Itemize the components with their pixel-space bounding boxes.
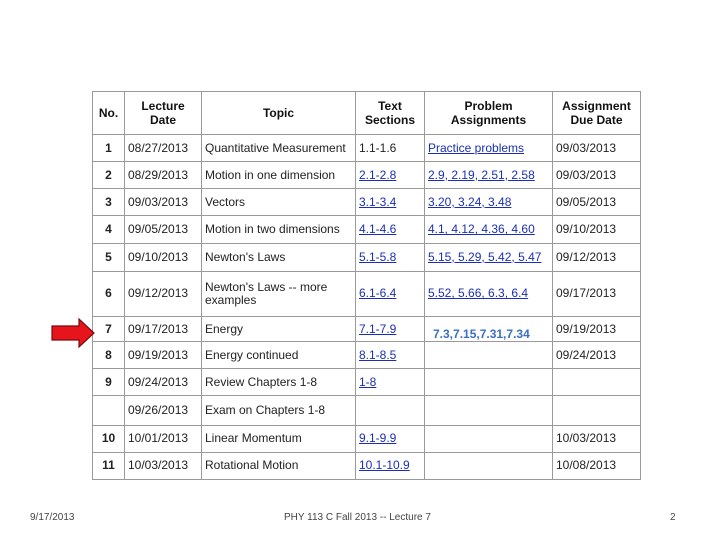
lecture-schedule-table (92, 91, 641, 480)
problem-assignments-cell (425, 342, 553, 369)
arrow-shape (52, 319, 94, 347)
topic-cell: Vectors (202, 189, 356, 216)
lecture-date-cell: 08/27/2013 (125, 135, 202, 162)
header-problem-assignments: Problem Assignments (425, 92, 553, 135)
text-sections-cell[interactable]: 8.1-8.5 (356, 342, 425, 369)
footer-page-number: 2 (670, 512, 676, 523)
lecture-date-cell: 09/03/2013 (125, 189, 202, 216)
header-topic: Topic (202, 92, 356, 135)
row-number: 9 (93, 369, 125, 396)
due-date-cell: 09/05/2013 (553, 189, 641, 216)
due-date-cell: 09/03/2013 (553, 135, 641, 162)
lecture-date-cell: 10/03/2013 (125, 452, 202, 479)
table-row (93, 369, 641, 396)
due-date-cell: 10/08/2013 (553, 452, 641, 479)
row-number: 1 (93, 135, 125, 162)
due-date-cell: 09/24/2013 (553, 342, 641, 369)
topic-cell: Energy (202, 317, 356, 342)
lecture-date-cell: 10/01/2013 (125, 425, 202, 452)
text-sections-cell: 1.1-1.6 (356, 135, 425, 162)
text-sections-cell (356, 396, 425, 425)
row-number: 7 (93, 317, 125, 342)
table-row (93, 396, 641, 425)
row-number: 6 (93, 271, 125, 316)
topic-cell: Newton's Laws -- more examples (202, 271, 356, 316)
topic-cell: Motion in two dimensions (202, 216, 356, 243)
due-date-cell: 09/19/2013 (553, 317, 641, 342)
lecture-date-cell: 09/17/2013 (125, 317, 202, 342)
row-number: 5 (93, 243, 125, 271)
problem-assignments-cell[interactable]: 4.1, 4.12, 4.36, 4.60 (425, 216, 553, 243)
due-date-cell (553, 396, 641, 425)
lecture-date-cell: 08/29/2013 (125, 162, 202, 189)
lecture-date-cell: 09/12/2013 (125, 271, 202, 316)
topic-cell: Exam on Chapters 1-8 (202, 396, 356, 425)
header-lecture-date: Lecture Date (125, 92, 202, 135)
table-row (93, 452, 641, 479)
table-row (93, 189, 641, 216)
table-row (93, 216, 641, 243)
topic-cell: Newton's Laws (202, 243, 356, 271)
topic-cell: Linear Momentum (202, 425, 356, 452)
due-date-cell: 09/12/2013 (553, 243, 641, 271)
lecture-date-cell: 09/19/2013 (125, 342, 202, 369)
problem-assignments-cell[interactable]: Practice problems (425, 135, 553, 162)
table-row (93, 317, 641, 342)
text-sections-cell[interactable]: 3.1-3.4 (356, 189, 425, 216)
due-date-cell (553, 369, 641, 396)
table-header-row (93, 92, 641, 135)
table-row (93, 425, 641, 452)
header-due-date: Assignment Due Date (553, 92, 641, 135)
topic-cell: Review Chapters 1-8 (202, 369, 356, 396)
topic-cell: Quantitative Measurement (202, 135, 356, 162)
row-number: 4 (93, 216, 125, 243)
problem-assignments-cell[interactable]: 5.52, 5.66, 6.3, 6.4 (425, 271, 553, 316)
due-date-cell: 09/17/2013 (553, 271, 641, 316)
table-row (93, 243, 641, 271)
topic-cell: Motion in one dimension (202, 162, 356, 189)
problem-assignments-cell (425, 452, 553, 479)
row-number: 10 (93, 425, 125, 452)
problem-assignments-cell (425, 396, 553, 425)
lecture-date-cell: 09/05/2013 (125, 216, 202, 243)
problem-assignments-cell (425, 425, 553, 452)
problem-assignments-cell[interactable] (425, 317, 553, 342)
text-sections-cell[interactable]: 7.1-7.9 (356, 317, 425, 342)
lecture-date-cell: 09/10/2013 (125, 243, 202, 271)
topic-cell: Energy continued (202, 342, 356, 369)
row-number: 8 (93, 342, 125, 369)
current-lecture-arrow-icon (51, 318, 95, 348)
text-sections-cell[interactable]: 1-8 (356, 369, 425, 396)
topic-cell: Rotational Motion (202, 452, 356, 479)
problem-assignments-cell[interactable]: 2.9, 2.19, 2.51, 2.58 (425, 162, 553, 189)
due-date-cell: 10/03/2013 (553, 425, 641, 452)
table-row (93, 135, 641, 162)
highlighted-problem-assignments[interactable]: 7.3,7.15,7.31,7.34 (433, 327, 530, 342)
table-row (93, 162, 641, 189)
row-number (93, 396, 125, 425)
table-row (93, 271, 641, 316)
problem-assignments-cell[interactable]: 5.15, 5.29, 5.42, 5.47 (425, 243, 553, 271)
text-sections-cell[interactable]: 9.1-9.9 (356, 425, 425, 452)
lecture-date-cell: 09/24/2013 (125, 369, 202, 396)
due-date-cell: 09/10/2013 (553, 216, 641, 243)
footer-date: 9/17/2013 (30, 512, 75, 523)
problem-assignments-cell (425, 369, 553, 396)
lecture-date-cell: 09/26/2013 (125, 396, 202, 425)
text-sections-cell[interactable]: 5.1-5.8 (356, 243, 425, 271)
row-number: 3 (93, 189, 125, 216)
row-number: 2 (93, 162, 125, 189)
row-number: 11 (93, 452, 125, 479)
table-body (93, 135, 641, 480)
text-sections-cell[interactable]: 6.1-6.4 (356, 271, 425, 316)
header-text-sections: Text Sections (356, 92, 425, 135)
footer-course: PHY 113 C Fall 2013 -- Lecture 7 (284, 512, 431, 523)
due-date-cell: 09/03/2013 (553, 162, 641, 189)
text-sections-cell[interactable]: 10.1-10.9 (356, 452, 425, 479)
table-row (93, 342, 641, 369)
text-sections-cell[interactable]: 2.1-2.8 (356, 162, 425, 189)
problem-assignments-cell[interactable]: 3.20, 3.24, 3.48 (425, 189, 553, 216)
header-no: No. (93, 92, 125, 135)
text-sections-cell[interactable]: 4.1-4.6 (356, 216, 425, 243)
